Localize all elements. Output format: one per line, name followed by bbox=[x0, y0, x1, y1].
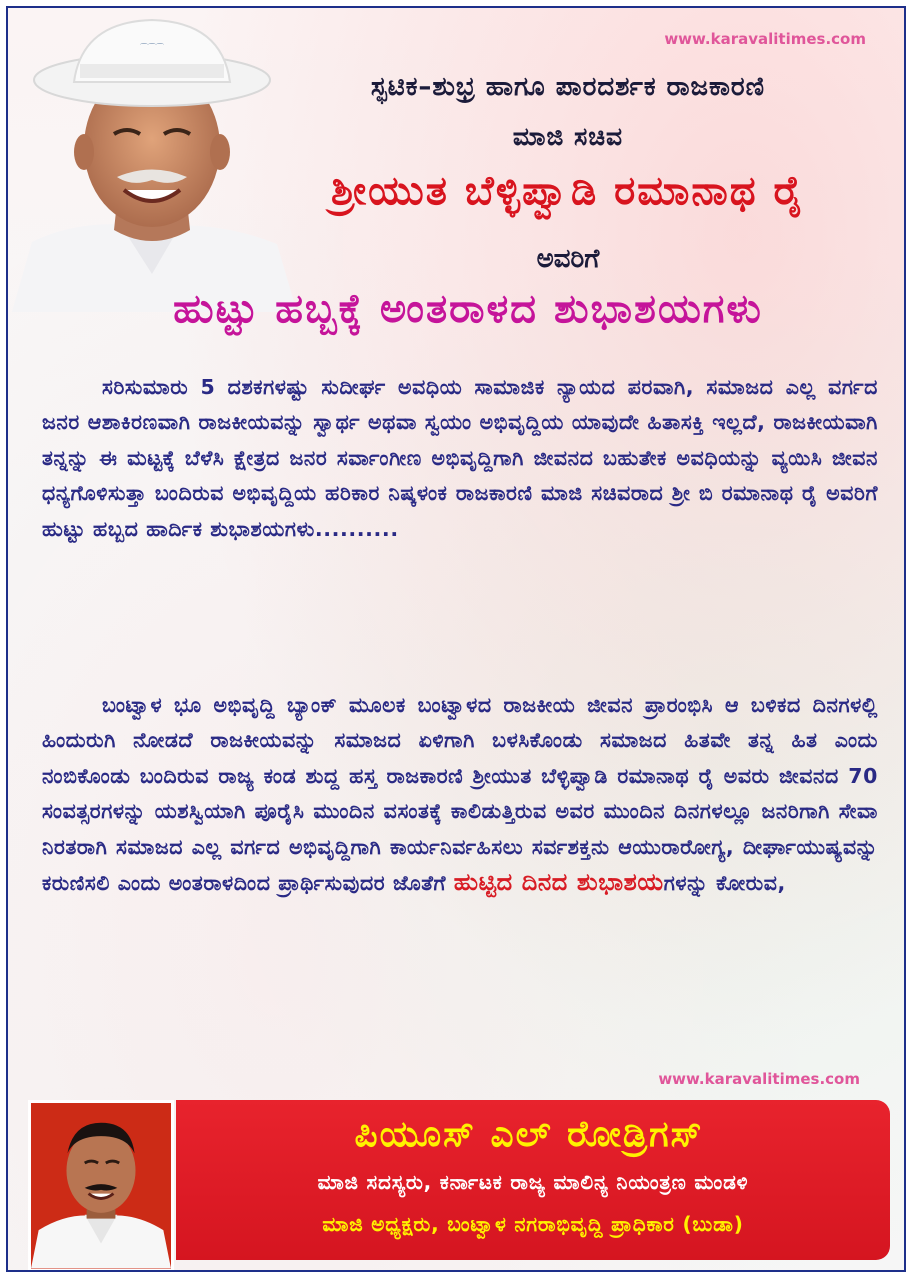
body-paragraph-2 bbox=[42, 688, 878, 901]
paragraph-2-text: ಬಂಟ್ವಾಳ ಭೂ ಅಭಿವೃದ್ದಿ ಬ್ಯಾಂಕ್ ಮೂಲಕ ಬಂಟ್ವಾಳದ ರಾಜಕೀಯ ಜೀವನ ಪ್ರಾರಂಭಿಸಿ ಆ ಬಳಿಕದ ದಿನಗಳಲ್ಲಿ ಹಿಂದುರುಗಿ ನೋಡದೆ ರಾಜಕೀಯವನ್ನು ಸಮಾಜದ ಏಳಿಗಾಗಿ ಬಳಸಿಕೊಂಡು ಸಮಾಜದ ಹಿತವೇ ತನ್ನ ಹಿತ ಎಂದು ನಂಬಿಕೊಂಡು ಬಂದಿರುವ ರಾಜ್ಯ ಕಂಡ ಶುದ್ದ ಹಸ್ತ ರಾಜಕಾರಣಿ ಶ್ರೀಯುತ ಬೆಳ್ಳಿಪ್ವಾಡಿ ರಮಾನಾಥ ರೈ ಅವರು ಜೀವನದ 70 ಸಂವತ್ಸರಗಳನ್ನು ಯಶಸ್ವಿಯಾಗಿ ಪೂರೈಸಿ ಮುಂದಿನ ವಸಂತಕ್ಕೆ ಕಾಲಿಡುತ್ತಿರುವ ಅವರ ಮುಂದಿನ ದಿನಗಳಲ್ಲೂ ಜನರಿಗಾಗಿ ಸೇವಾ ನಿರತರಾಗಿ ಸಮಾಜದ ಎಲ್ಲ ವರ್ಗದ ಅಭಿವೃದ್ದಿಗಾಗಿ ಕಾರ್ಯನಿರ್ವಹಿಸಲು ಸರ್ವಶಕ್ತನು ಆಯುರಾರೋಗ್ಯ, ದೀರ್ಘಾಯುಷ್ಯವನ್ನು ಕರುಣಿಸಲಿ ಎಂದು ಅಂತರಾಳದಿಂದ ಪ್ರಾರ್ಥಿಸುವುದರ ಜೊತೆಗೆ bbox=[42, 693, 878, 896]
header-tagline: ಸ್ಫಟಿಕ–ಶುಭ್ರ ಹಾಗೂ ಪಾರದರ್ಶಕ ರಾಜಕಾರಣಿ bbox=[370, 72, 766, 102]
header-avarige: ಅವರಿಗೆ bbox=[536, 244, 600, 274]
watermark-bottom: www.karavalitimes.com bbox=[658, 1070, 860, 1088]
paragraph-2-highlight: ಹುಟ್ಟಿದ ದಿನದ ಶುಭಾಶಯ bbox=[453, 868, 664, 897]
sender-photo bbox=[28, 1100, 174, 1272]
paragraph-2-end: ಗಳನ್ನು ಕೋರುವ, bbox=[663, 871, 786, 896]
header-title: ಮಾಜಿ ಸಚಿವ bbox=[512, 122, 624, 151]
sender-portrait-image bbox=[31, 1103, 171, 1269]
sender-designation-2: ಮಾಜಿ ಅಧ್ಯಕ್ಷರು, ಬಂಟ್ವಾಳ ನಗರಾಭಿವೃದ್ದಿ ಪ್ರಾಧಿಕಾರ (ಬುಡಾ) bbox=[322, 1212, 744, 1236]
birthday-greeting: ಹುಟ್ಟು ಹಬ್ಬಕ್ಕೆ ಅಂತರಾಳದ ಶುಭಾಶಯಗಳು bbox=[173, 286, 763, 332]
poster-frame bbox=[6, 6, 906, 1272]
honoree-name: ಶ್ರೀಯುತ ಬೆಳ್ಳಿಪ್ವಾಡಿ ರಮಾನಾಥ ರೈ bbox=[330, 168, 806, 214]
watermark-top: www.karavalitimes.com bbox=[664, 30, 866, 48]
svg-text:⌒⌒⌒: ⌒⌒⌒ bbox=[140, 43, 164, 52]
sender-designation-1: ಮಾಜಿ ಸದಸ್ಯರು, ಕರ್ನಾಟಕ ರಾಜ್ಯ ಮಾಲಿನ್ಯ ನಿಯಂತ್ರಣ ಮಂಡಳಿ bbox=[317, 1170, 749, 1194]
body-paragraph-1: ಸರಿಸುಮಾರು 5 ದಶಕಗಳಷ್ಟು ಸುದೀರ್ಘ ಅವಧಿಯ ಸಾಮಾಜಿಕ ನ್ಯಾಯದ ಪರವಾಗಿ, ಸಮಾಜದ ಎಲ್ಲ ವರ್ಗದ ಜನರ ಆಶಾಕಿರಣವಾಗಿ ರಾಜಕೀಯವನ್ನು ಸ್ವಾರ್ಥ ಅಥವಾ ಸ್ವಯಂ ಅಭಿವೃದ್ದಿಯ ಯಾವುದೇ ಹಿತಾಸಕ್ತಿ ಇಲ್ಲದೆ, ರಾಜಕೀಯವಾಗಿ ತನ್ನನ್ನು ಈ ಮಟ್ಟಕ್ಕೆ ಬೆಳೆಸಿ ಕ್ಷೇತ್ರದ ಜನರ ಸರ್ವಾಂಗೀಣ ಅಭಿವೃದ್ದಿಗಾಗಿ ಜೀವನದ ಬಹುತೇಕ ಅವಧಿಯನ್ನು ವ್ಯಯಿಸಿ ಜೀವನ ಧನ್ಯಗೊಳಿಸುತ್ತಾ ಬಂದಿರುವ ಅಭಿವೃದ್ದಿಯ ಹರಿಕಾರ ನಿಷ್ಕಳಂಕ ರಾಜಕಾರಣಿ ಮಾಜಿ ಸಚಿವರಾದ ಶ್ರೀ ಬಿ ರಮಾನಾಥ ರೈ ಅವರಿಗೆ ಹುಟ್ಟು ಹಬ್ಬದ ಹಾರ್ದಿಕ ಶುಭಾಶಯಗಳು.......... bbox=[42, 375, 878, 541]
sender-name: ಪಿಯೂಸ್ ಎಲ್ ರೋಡ್ರಿಗಸ್ bbox=[354, 1114, 704, 1155]
